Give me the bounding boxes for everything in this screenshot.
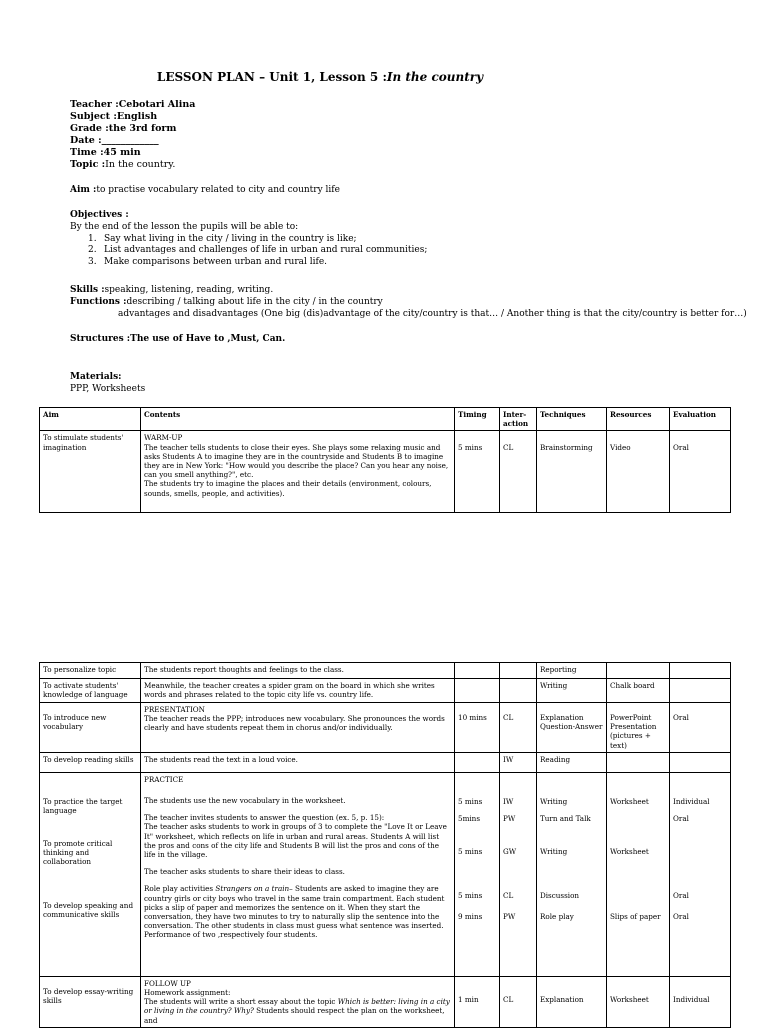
aim-line: Aim :to practise vocabulary related to city and country life bbox=[70, 185, 340, 195]
functions-examples: advantages and disadvantages (One big (dis)advantage of the city/country is that… / Another thing is that the city/country is better for…) bbox=[118, 308, 747, 319]
functions-text: describing / talking about life in the city / in the country bbox=[126, 297, 383, 307]
cell-techniques: Brainstorming bbox=[537, 431, 607, 513]
cell-aim: To stimulate students' imagination bbox=[40, 431, 141, 513]
topic-line: Topic :In the country. bbox=[70, 159, 176, 170]
topic-value: In the country. bbox=[105, 159, 176, 170]
table-row: To develop reading skills The students read the text in a loud voice. IW Reading bbox=[40, 752, 731, 772]
table-row bbox=[40, 431, 731, 513]
table-row: To introduce new vocabulary PRESENTATION The teacher reads the PPP; introduces new vocabulary. She pronounces the words clearly and have students repeat them in chorus and/or individually. 10 mins CL Explanation Question-Answer PowerPoint Presentation (pictures + text) Oral bbox=[40, 703, 731, 753]
materials-section bbox=[70, 372, 145, 396]
section-warmup: WARM-UP bbox=[144, 433, 183, 443]
lesson-topic: In the country bbox=[386, 70, 484, 84]
col-techniques: Techniques bbox=[537, 408, 607, 431]
section-practice: PRACTICE bbox=[144, 774, 184, 784]
table-header-row bbox=[40, 408, 731, 431]
structures-line: Structures :The use of Have to ,Must, Can. bbox=[70, 334, 286, 344]
objectives-label: Objectives : bbox=[70, 210, 129, 220]
section-presentation: PRESENTATION bbox=[144, 705, 205, 714]
col-resources: Resources bbox=[607, 408, 670, 431]
col-evaluation: Evaluation bbox=[670, 408, 731, 431]
grade-value: the 3rd form bbox=[108, 123, 177, 134]
date-value: ____________ bbox=[101, 135, 159, 146]
objectives-section bbox=[70, 210, 427, 269]
objective-item: 1. Say what living in the city / living in the country is like; bbox=[88, 233, 357, 244]
col-contents: Contents bbox=[141, 408, 455, 431]
table-row: To develop essay-writing skills FOLLOW UP Homework assignment: The students will write a short essay about the topic Which is better: living in a city or living in the country? Why? Students should respect the plan on the worksheet, and 1 min CL Explanation Worksheet Individual bbox=[40, 976, 731, 1027]
cell-interaction: CL bbox=[500, 431, 537, 513]
cell-contents: WARM-UP The teacher tells students to close their eyes. She plays some relaxing music and asks Students A to imagine they are in the countryside and Students B to imagine they are in New York: "How would you describe the place? Can you hear any noise, can you smell anything?", etc. The students try to imagine the places and their details (environment, colours, sounds, smells, people, and activities). bbox=[141, 431, 455, 513]
cell-resources: Video bbox=[607, 431, 670, 513]
section-follow-up: FOLLOW UP bbox=[144, 978, 191, 988]
table-row: To practice the target language To promote critical thinking and collaboration To develop speaking and communicative skills PRACTICE The students use the new vocabulary in the worksheet. The teacher invites students to answer the question (ex. 5, p. 15): The teacher asks students to work in groups of 3 to complete the "Love It or Leave It" worksheet, which reflects on life in urban and rural areas. Students A will list the pros and cons of the city life and Students B will list the pros and cons of the life in the village. The teacher asks students to share their ideas to class. Role play activities Strangers on a train– Students are asked to imagine they are country girls or city boys who travel in the same train compartment. Each student picks a slip of paper and memorizes the sentence on it. When they start the conversation, they have two minutes to try to naturally slip the sentence into the conversation. The other students in class must guess what sentence was inserted. Performance of two ,respectively four students. 5 mins 5mins 5 mins 5 mins 9 mins IW PW GW CL PW Writing Turn and Talk Writing Discussion Role play Worksheet Worksheet Slips of paper Individual Oral Oral Oral bbox=[40, 772, 731, 976]
cell-evaluation: Oral bbox=[670, 431, 731, 513]
table-row: To activate students' knowledge of language Meanwhile, the teacher creates a spider gram on the board in which she writes words and phrases related to the topic city life vs. country life. Writing Chalk board bbox=[40, 679, 731, 703]
date-line: Date :____________ bbox=[70, 135, 159, 146]
time-value: 45 min bbox=[103, 147, 141, 158]
objective-item: 3. Make comparisons between urban and rural life. bbox=[88, 257, 328, 268]
lesson-table-main bbox=[39, 662, 731, 1028]
objectives-list bbox=[70, 234, 427, 269]
materials-text: PPP, Worksheets bbox=[70, 383, 146, 394]
objectives-intro: By the end of the lesson the pupils will be able to: bbox=[70, 221, 299, 232]
col-aim: Aim bbox=[40, 408, 141, 431]
subject-line: Subject :English bbox=[70, 111, 158, 122]
functions-section: Functions :describing / talking about life in the city / in the country advantages and disadvantages (One big (dis)advantage of the city/country is that… / Another thing is that the city/country is better for…) bbox=[70, 297, 750, 321]
teacher-line: Teacher :Cebotari Alina bbox=[70, 99, 196, 110]
table-row: To personalize topic The students report thoughts and feelings to the class. Reporting bbox=[40, 663, 731, 679]
lesson-title: LESSON PLAN – Unit 1, Lesson 5 :In the country bbox=[156, 70, 484, 84]
lesson-table-warmup bbox=[39, 407, 731, 513]
cell-timing: 5 mins bbox=[455, 431, 500, 513]
col-timing: Timing bbox=[455, 408, 500, 431]
teacher-name: Cebotari Alina bbox=[118, 99, 196, 110]
skills-line: Skills :speaking, listening, reading, writing. bbox=[70, 285, 274, 295]
structures-text: The use of Have to ,Must, Can. bbox=[130, 334, 286, 344]
time-line: Time :45 min bbox=[70, 147, 141, 158]
objective-item: 2. List advantages and challenges of life in urban and rural communities; bbox=[88, 245, 428, 256]
skills-text: speaking, listening, reading, writing. bbox=[104, 285, 274, 295]
grade-line: Grade :the 3rd form bbox=[70, 123, 177, 134]
subject-value: English bbox=[116, 111, 158, 122]
aim-text: to practise vocabulary related to city and country life bbox=[96, 185, 340, 195]
col-interaction: Inter-action bbox=[500, 408, 537, 431]
materials-label: Materials: bbox=[70, 372, 122, 382]
